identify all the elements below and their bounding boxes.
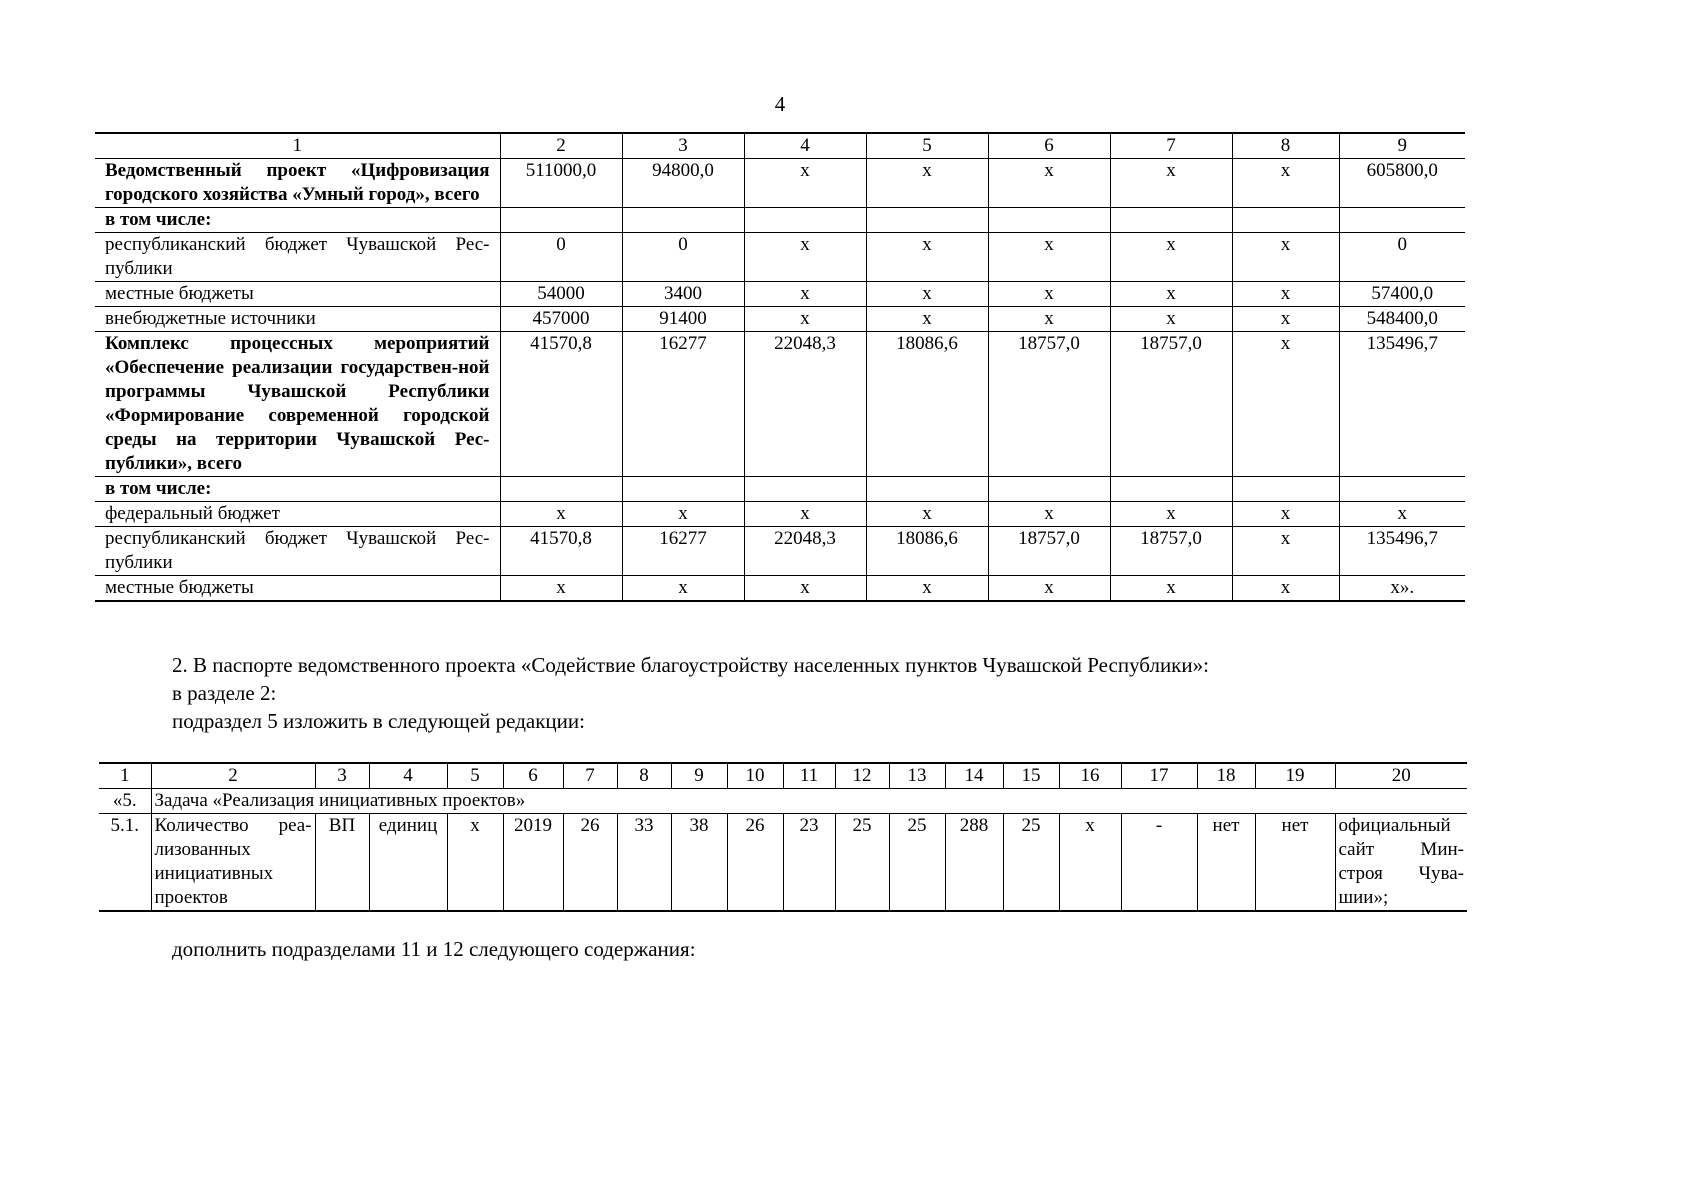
table-row <box>95 282 1465 307</box>
table-cell: х <box>447 814 503 912</box>
table-cell: х <box>500 576 622 602</box>
table-cell: 22048,3 <box>744 527 866 576</box>
table-cell <box>988 208 1110 233</box>
indicators-table <box>99 762 1467 912</box>
column-header: 16 <box>1059 763 1121 789</box>
table-cell: х <box>1059 814 1121 912</box>
table-header-row <box>99 763 1467 789</box>
table-cell: 22048,3 <box>744 332 866 477</box>
table-cell: 16277 <box>622 527 744 576</box>
column-header: 2 <box>500 133 622 159</box>
column-header: 7 <box>1110 133 1232 159</box>
column-header: 12 <box>835 763 889 789</box>
table-cell: 25 <box>1003 814 1059 912</box>
table-cell: х <box>988 502 1110 527</box>
table-cell: х <box>744 307 866 332</box>
table-cell: х <box>1110 502 1232 527</box>
column-header: 5 <box>866 133 988 159</box>
table-cell: х <box>744 159 866 208</box>
row-label: республиканский бюджет Чувашской Рес-публики <box>95 233 500 282</box>
table-cell: х <box>1110 159 1232 208</box>
page-number: 4 <box>774 92 786 116</box>
row-label: в том числе: <box>95 477 500 502</box>
table-cell: х <box>1110 282 1232 307</box>
indicator-name: Количество реа-лизованных инициативных проектов <box>151 814 315 912</box>
table-row <box>95 159 1465 208</box>
table-cell: х <box>744 576 866 602</box>
column-header: 10 <box>727 763 783 789</box>
table-cell: х <box>866 233 988 282</box>
column-header: 7 <box>563 763 617 789</box>
table-row <box>99 814 1467 912</box>
table-cell: х <box>1232 502 1339 527</box>
row-label: федеральный бюджет <box>95 502 500 527</box>
table-cell: 135496,7 <box>1339 332 1465 477</box>
table-row <box>95 576 1465 602</box>
table-cell: х <box>988 576 1110 602</box>
table-cell: х <box>500 502 622 527</box>
table-cell: 18086,6 <box>866 527 988 576</box>
table-cell: х». <box>1339 576 1465 602</box>
column-header: 19 <box>1255 763 1335 789</box>
row-label: местные бюджеты <box>95 576 500 602</box>
table-cell: единиц <box>369 814 447 912</box>
table-cell: 135496,7 <box>1339 527 1465 576</box>
row-label: Ведомственный проект «Цифровизация городского хозяйства «Умный город», всего <box>95 159 500 208</box>
table-cell <box>866 477 988 502</box>
table-cell: 38 <box>671 814 727 912</box>
table-cell: х <box>1110 307 1232 332</box>
table-cell: х <box>866 307 988 332</box>
column-header: 11 <box>783 763 835 789</box>
table-cell: 26 <box>563 814 617 912</box>
table-cell: 23 <box>783 814 835 912</box>
table-cell <box>744 477 866 502</box>
table-row <box>95 233 1465 282</box>
column-header: 3 <box>622 133 744 159</box>
table-cell: х <box>988 307 1110 332</box>
column-header: 9 <box>671 763 727 789</box>
column-header: 8 <box>1232 133 1339 159</box>
row-label: в том числе: <box>95 208 500 233</box>
table-cell: х <box>1232 233 1339 282</box>
column-header: 9 <box>1339 133 1465 159</box>
table-cell: 548400,0 <box>1339 307 1465 332</box>
table-cell: х <box>622 576 744 602</box>
table-cell: х <box>866 159 988 208</box>
column-header: 1 <box>95 133 500 159</box>
table-cell: 0 <box>500 233 622 282</box>
column-header: 8 <box>617 763 671 789</box>
table-cell: 457000 <box>500 307 622 332</box>
column-header: 13 <box>889 763 945 789</box>
task-number: «5. <box>99 789 151 814</box>
task-row <box>99 789 1467 814</box>
table-header-row <box>95 133 1465 159</box>
table-cell: - <box>1121 814 1197 912</box>
table-cell: 18086,6 <box>866 332 988 477</box>
row-label: местные бюджеты <box>95 282 500 307</box>
table-cell: х <box>744 502 866 527</box>
table-cell <box>1232 477 1339 502</box>
table-cell: х <box>988 159 1110 208</box>
column-header: 2 <box>151 763 315 789</box>
column-header: 3 <box>315 763 369 789</box>
table-cell: х <box>988 233 1110 282</box>
table-cell: х <box>866 502 988 527</box>
table-row <box>95 208 1465 233</box>
table-cell: 3400 <box>622 282 744 307</box>
column-header: 14 <box>945 763 1003 789</box>
column-header: 20 <box>1335 763 1467 789</box>
table-cell: х <box>622 502 744 527</box>
table-cell: официальный сайт Мин-строя Чува-шии»; <box>1335 814 1467 912</box>
table-cell: 33 <box>617 814 671 912</box>
table-cell: х <box>744 233 866 282</box>
row-label: внебюджетные источники <box>95 307 500 332</box>
table-cell: х <box>1110 233 1232 282</box>
paragraph-section-2: в разделе 2: <box>172 681 277 705</box>
task-title: Задача «Реализация инициативных проектов» <box>151 789 1467 814</box>
table-cell: 41570,8 <box>500 527 622 576</box>
table-cell: х <box>866 282 988 307</box>
table-cell <box>1339 208 1465 233</box>
table-cell: х <box>744 282 866 307</box>
column-header: 4 <box>369 763 447 789</box>
table-cell: 57400,0 <box>1339 282 1465 307</box>
table-cell: 18757,0 <box>988 332 1110 477</box>
table-cell: 18757,0 <box>988 527 1110 576</box>
table-row <box>95 527 1465 576</box>
table-cell: 25 <box>835 814 889 912</box>
table-row <box>95 307 1465 332</box>
table-cell <box>866 208 988 233</box>
table-cell: х <box>1110 576 1232 602</box>
table-cell: 16277 <box>622 332 744 477</box>
column-header: 4 <box>744 133 866 159</box>
table-cell <box>622 477 744 502</box>
table-cell <box>1110 477 1232 502</box>
column-header: 6 <box>503 763 563 789</box>
table-cell: 91400 <box>622 307 744 332</box>
paragraph-subsection-5: подраздел 5 изложить в следующей редакции: <box>172 709 585 733</box>
table-cell <box>622 208 744 233</box>
table-cell: ВП <box>315 814 369 912</box>
table-cell: 25 <box>889 814 945 912</box>
table-cell: 605800,0 <box>1339 159 1465 208</box>
table-cell: х <box>1232 332 1339 477</box>
table-row <box>95 477 1465 502</box>
column-header: 18 <box>1197 763 1255 789</box>
table-cell: х <box>1232 307 1339 332</box>
column-header: 5 <box>447 763 503 789</box>
table-cell: 54000 <box>500 282 622 307</box>
row-label: Комплекс процессных мероприятий «Обеспечение реализации государствен-ной программы Чувашской Республики «Формирование современной городской среды на территории Чувашской Рес-публики», всего <box>95 332 500 477</box>
table-cell: нет <box>1255 814 1335 912</box>
table-cell: х <box>988 282 1110 307</box>
table-cell: х <box>1339 502 1465 527</box>
column-header: 6 <box>988 133 1110 159</box>
table-cell <box>988 477 1110 502</box>
table-cell: х <box>1232 576 1339 602</box>
table-cell: х <box>1232 527 1339 576</box>
table-cell <box>1339 477 1465 502</box>
row-label: республиканский бюджет Чувашской Рес-публики <box>95 527 500 576</box>
table-cell: 26 <box>727 814 783 912</box>
table-cell <box>1232 208 1339 233</box>
table-cell <box>1110 208 1232 233</box>
row-number: 5.1. <box>99 814 151 912</box>
table-cell: х <box>1232 159 1339 208</box>
table-cell: х <box>1232 282 1339 307</box>
table-cell <box>744 208 866 233</box>
paragraph-item-2: 2. В паспорте ведомственного проекта «Содействие благоустройству населенных пунктов Чувашской Республики»: <box>172 653 1209 677</box>
table-cell: 94800,0 <box>622 159 744 208</box>
funding-table <box>95 132 1465 602</box>
table-cell: х <box>866 576 988 602</box>
table-cell: 18757,0 <box>1110 527 1232 576</box>
column-header: 15 <box>1003 763 1059 789</box>
table-cell: нет <box>1197 814 1255 912</box>
table-cell: 0 <box>622 233 744 282</box>
table-cell: 0 <box>1339 233 1465 282</box>
table-cell: 288 <box>945 814 1003 912</box>
table-cell <box>500 477 622 502</box>
column-header: 17 <box>1121 763 1197 789</box>
table-cell: 18757,0 <box>1110 332 1232 477</box>
paragraph-addition: дополнить подразделами 11 и 12 следующего содержания: <box>172 937 696 961</box>
table-cell: 511000,0 <box>500 159 622 208</box>
table-cell: 2019 <box>503 814 563 912</box>
table-row <box>95 332 1465 477</box>
table-cell <box>500 208 622 233</box>
table-row <box>95 502 1465 527</box>
column-header: 1 <box>99 763 151 789</box>
table-cell: 41570,8 <box>500 332 622 477</box>
